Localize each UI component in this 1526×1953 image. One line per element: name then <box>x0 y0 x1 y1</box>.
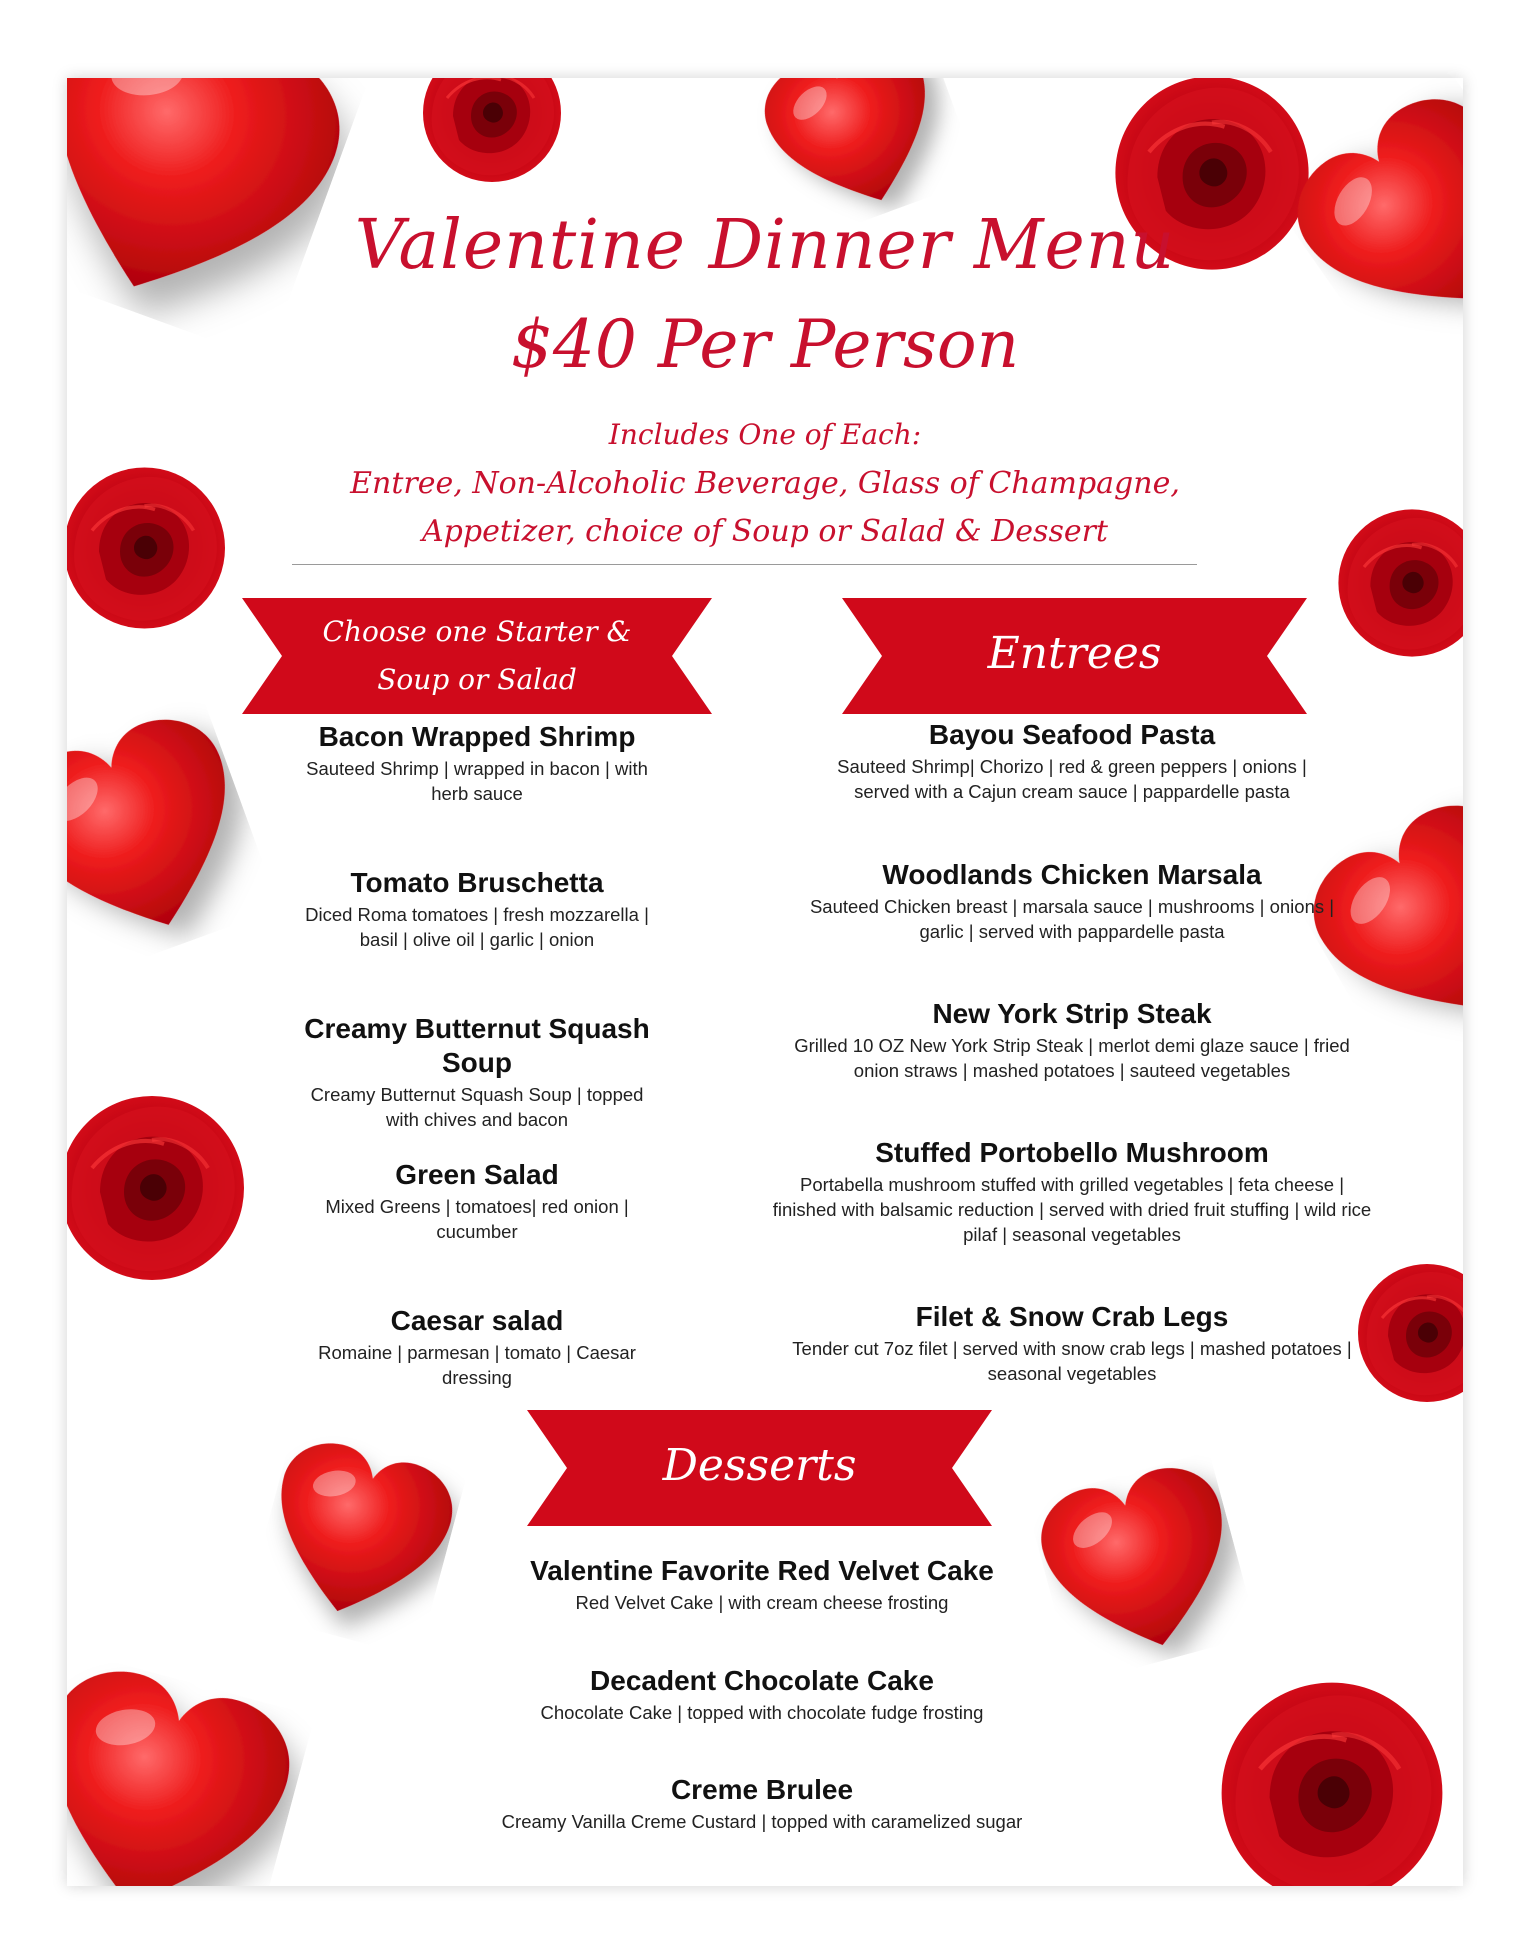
menu-item <box>467 1554 1057 1615</box>
includes-heading: Includes One of Each: <box>608 418 922 451</box>
heart-icon <box>1026 1452 1259 1685</box>
menu-item <box>267 1012 687 1132</box>
item-description: Sauteed Chicken breast | marsala sauce | mushrooms | onions | garlic | served with pappardelle pasta <box>809 896 1335 942</box>
heart-icon <box>67 692 280 983</box>
menu-item <box>267 720 687 806</box>
section-title: Entrees <box>987 628 1162 679</box>
menu-item <box>767 997 1377 1083</box>
item-description: Sauteed Shrimp| Chorizo | red & green peppers | onions | served with a Cajun cream sauce | pappardelle pasta <box>837 756 1307 802</box>
menu-title: Valentine Dinner Menu <box>354 206 1176 285</box>
item-description: Tender cut 7oz filet | served with snow crab legs | mashed potatoes | seasonal vegetables <box>792 1338 1352 1384</box>
item-description: Red Velvet Cake | with cream cheese frosting <box>575 1592 949 1613</box>
item-name: Creme Brulee <box>670 1774 854 1805</box>
item-name: Bayou Seafood Pasta <box>928 719 1216 750</box>
section-title: Desserts <box>662 1440 857 1491</box>
rose-icon <box>67 1063 252 1313</box>
menu-item <box>767 1300 1377 1386</box>
rose-icon <box>1182 1673 1463 1886</box>
section-title: Choose one Starter & <box>322 615 632 648</box>
section-banner-entrees <box>842 598 1307 714</box>
menu-item <box>267 1158 687 1244</box>
item-name: Bacon Wrapped Shrimp <box>318 721 636 752</box>
item-description: Creamy Butternut Squash Soup | topped with chives and bacon <box>310 1084 644 1130</box>
item-description: Creamy Vanilla Creme Custard | topped with caramelized sugar <box>501 1811 1023 1832</box>
item-name: Valentine Favorite Red Velvet Cake <box>530 1555 994 1586</box>
item-description: Romaine | parmesan | tomato | Caesar dressing <box>318 1342 636 1388</box>
item-name: Creamy Butternut Squash Soup <box>304 1013 650 1078</box>
rose-icon <box>387 78 597 188</box>
item-name: New York Strip Steak <box>932 998 1212 1029</box>
menu-item <box>767 718 1377 804</box>
item-description: Mixed Greens | tomatoes| red onion | cucumber <box>325 1196 629 1242</box>
item-name: Woodlands Chicken Marsala <box>882 859 1262 890</box>
heart-icon <box>67 1649 315 1886</box>
menu-item <box>467 1664 1057 1725</box>
menu-item <box>767 858 1377 944</box>
divider <box>292 564 1197 565</box>
section-banner-starters <box>242 598 712 714</box>
section-title: Soup or Salad <box>377 663 577 696</box>
item-description: Grilled 10 OZ New York Strip Steak | merlot demi glaze sauce | fried onion straws | mashed potatoes | sauteed vegetables <box>794 1035 1350 1081</box>
includes-line: Entree, Non-Alcoholic Beverage, Glass of Champagne, <box>350 466 1180 501</box>
menu-card <box>67 78 1463 1886</box>
menu-item <box>467 1773 1057 1834</box>
item-name: Filet & Snow Crab Legs <box>915 1301 1229 1332</box>
heart-icon <box>244 1418 470 1658</box>
menu-item <box>267 1304 687 1390</box>
price-line: $40 Per Person <box>510 306 1020 383</box>
item-name: Tomato Bruschetta <box>350 867 604 898</box>
item-name: Stuffed Portobello Mushroom <box>875 1137 1269 1168</box>
item-description: Diced Roma tomatoes | fresh mozzarella | basil | olive oil | garlic | onion <box>305 904 649 950</box>
item-name: Green Salad <box>395 1159 559 1190</box>
item-name: Caesar salad <box>390 1305 564 1336</box>
menu-item <box>267 866 687 952</box>
includes-line: Appetizer, choice of Soup or Salad & Dessert <box>422 514 1108 549</box>
item-description: Chocolate Cake | topped with chocolate fudge frosting <box>540 1702 984 1723</box>
item-description: Sauteed Shrimp | wrapped in bacon | with herb sauce <box>306 758 648 804</box>
item-name: Decadent Chocolate Cake <box>590 1665 934 1696</box>
section-banner-desserts <box>527 1410 992 1526</box>
menu-item <box>767 1136 1377 1247</box>
item-description: Portabella mushroom stuffed with grilled vegetables | feta cheese | finished with balsamic reduction | served with dried fruit stuffing | wild rice pilaf | seasonal vegetables <box>772 1174 1372 1245</box>
